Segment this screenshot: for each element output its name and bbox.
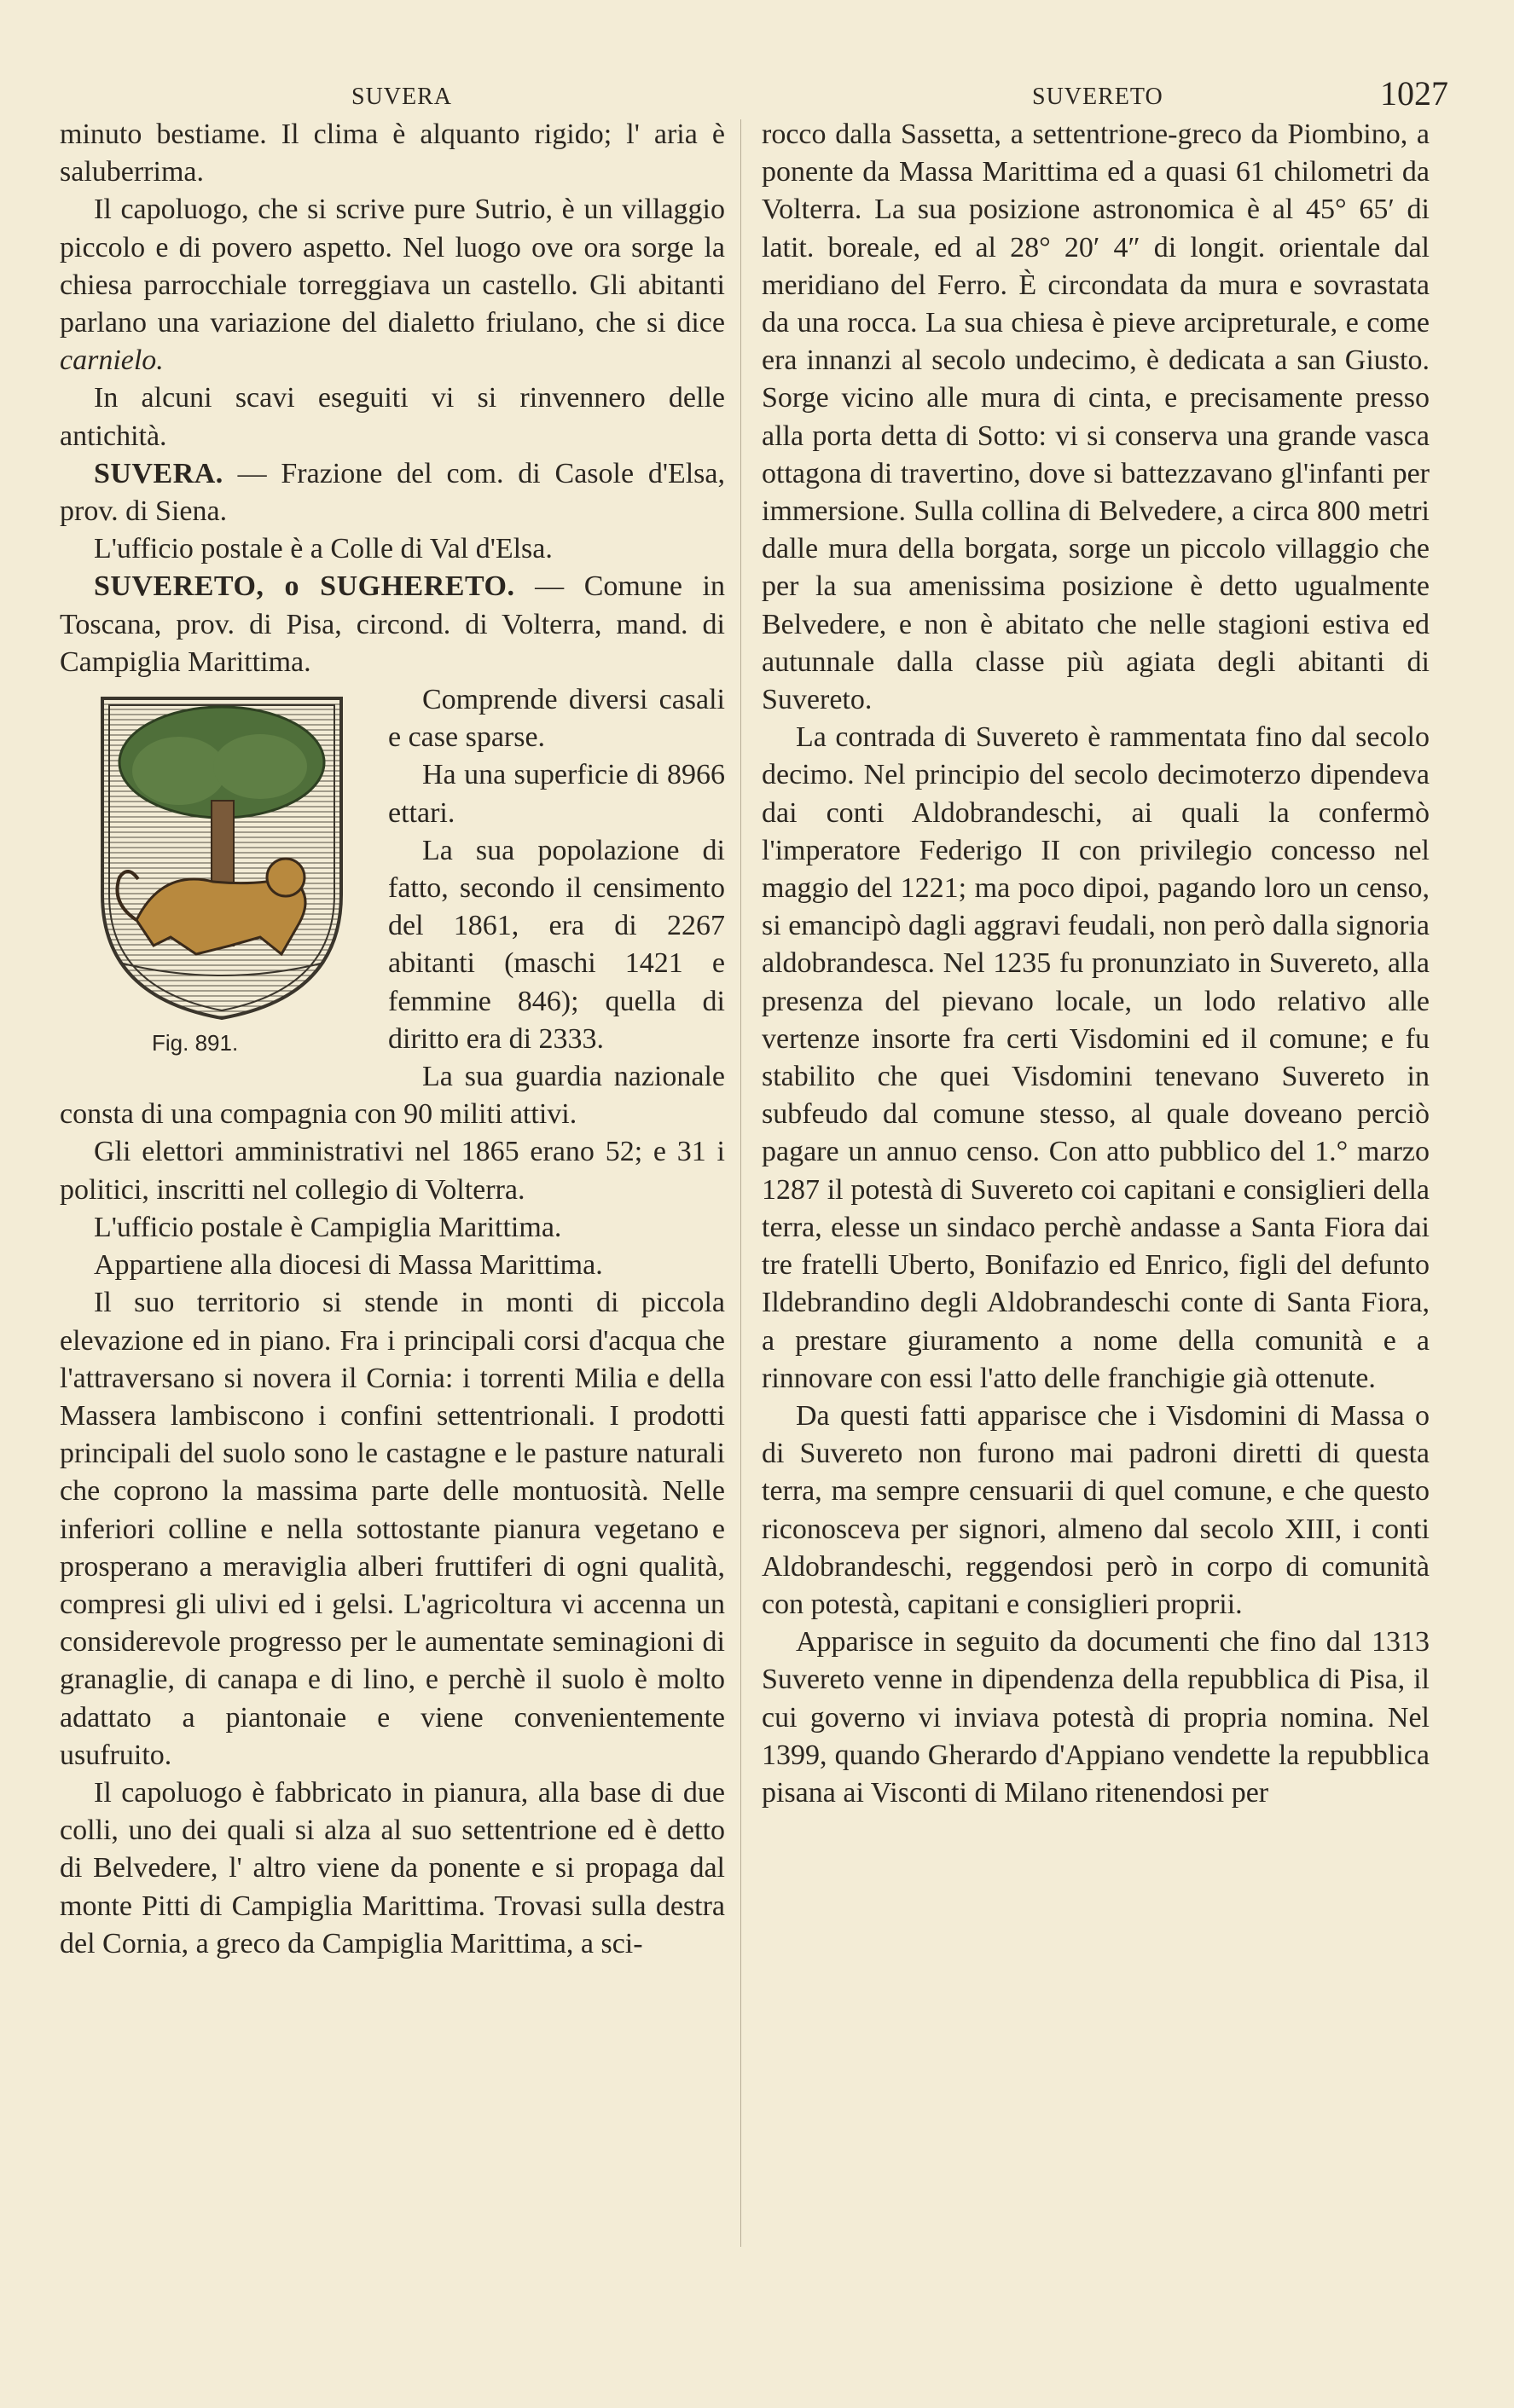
paragraph: Gli elettori amministrativi nel 1865 erano 52; e 31 i politici, inscritti nel collegio di Volterra. xyxy=(60,1136,725,1206)
paragraph: La sua popolazione di fatto, secondo il censimento del 1861, era di 2267 abitanti (maschi 1421 e femmine 846); quella di diritto era di 2333. xyxy=(388,834,725,1055)
entry-suvereto: SUVERETO, o SUGHERETO. — Comune in Toscana, prov. di Pisa, circond. di Volterra, mand. di Campiglia Marittima. xyxy=(60,570,725,678)
paragraph: Da questi fatti apparisce che i Visdomini di Massa o di Suvereto non furono mai padroni diretti di questa terra, ma sempre censuarii di quel comune, e che questo riconosceva per signori, almeno dal secolo XIII, i conti Aldobrandeschi, reggendosi però in corpo di comunità con potestà, capitani e consiglieri proprii. xyxy=(762,1399,1430,1620)
paragraph: L'ufficio postale è Campiglia Marittima. xyxy=(94,1211,562,1243)
column-divider xyxy=(740,119,741,2247)
entry-headword: SUVERETO, o SUGHERETO. xyxy=(94,570,515,603)
paragraph: Appartiene alla diocesi di Massa Marittima. xyxy=(94,1249,603,1282)
paragraph: In alcuni scavi eseguiti vi si rinvennero delle antichità. xyxy=(60,382,725,452)
paragraph: La sua guardia nazionale consta di una compagnia con 90 militi attivi. xyxy=(60,1061,725,1131)
paragraph: L'ufficio postale è a Colle di Val d'Elsa. xyxy=(94,533,553,565)
paragraph: Ha una superficie di 8966 ettari. xyxy=(388,759,725,829)
entry-headword: SUVERA. xyxy=(94,457,223,489)
figure-caption: Fig. 891. xyxy=(152,1030,239,1056)
running-header-right: SUVERETO xyxy=(1032,84,1163,110)
coat-of-arms-figure xyxy=(60,681,371,1070)
right-column xyxy=(762,116,1430,1812)
left-column xyxy=(60,116,725,1963)
paragraph: Comprende diversi casali e case sparse. xyxy=(388,684,725,754)
paragraph: Il capoluogo è fabbricato in pianura, alla base di due colli, uno dei quali si alza al suo settentrione ed è detto di Belvedere, l' altro viene da ponente e si propaga dal monte Pitti di Campiglia Marittima. Trovasi sulla destra del Cornia, a greco da Campiglia Marittima, a sci- xyxy=(60,1776,725,1959)
page-number: 1027 xyxy=(1380,74,1448,113)
running-header-left: SUVERA xyxy=(351,84,453,110)
paragraph: Il capoluogo, che si scrive pure Sutrio, è un villaggio piccolo e di povero aspetto. Nel luogo ove ora sorge la chiesa parrocchiale torreggiava un castello. Gli abitanti parlano una variazione del dialetto friulano, che si dice carnielo. xyxy=(60,194,725,377)
coat-of-arms-image xyxy=(85,681,358,1022)
paragraph: La contrada di Suvereto è rammentata fino dal secolo decimo. Nel principio del secolo decimoterzo dipendeva dai conti Aldobrandeschi, ai quali la confermò l'imperatore Federigo II con privilegio concesso nel maggio del 1221; ma poco dipoi, pagando loro un censo, si emancipò dagli aggravi feudali, non però dalla signoria aldobrandesca. Nel 1235 fu pronunziato in Suvereto, alla presenza del pievano locale, un lodo relativo alle vertenze insorte fra certi Visdomini ed il comune; e fu stabilito che quei Visdomini tenevano Suvereto in subfeudo dal comune stesso, al quale doveano perciò pagare un annuo censo. Con atto pubblico del 1.° marzo 1287 il potestà di Suvereto coi capitani e consiglieri della terra, elesse un sindaco perchè andasse a Santa Fiora dai tre fratelli Uberto, Bonifazio ed Enrico, figli del defunto Ildebrandino degli Aldobrandeschi conte di Santa Fiora, a prestare giuramento a nome della comunità e a rinnovare con essi l'atto delle franchigie già ottenute. xyxy=(762,721,1430,1394)
paragraph: Apparisce in seguito da documenti che fino dal 1313 Suvereto venne in dipendenza della repubblica di Pisa, il cui governo vi inviava potestà di propria nomina. Nel 1399, quando Gherardo d'Appiano vendette la repubblica pisana ai Visconti di Milano ritenendosi per xyxy=(762,1626,1430,1809)
paragraph: minuto bestiame. Il clima è alquanto rigido; l' aria è saluberrima. xyxy=(60,119,725,188)
paragraph: Il suo territorio si stende in monti di piccola elevazione ed in piano. Fra i principali corsi d'acqua che l'attraversano si novera il Cornia: i torrenti Milia e della Massera lambiscono i confini settentrionali. I prodotti principali del suolo sono le castagne e le pasture naturali che coprono la massima parte delle montuosità. Nelle inferiori colline e nella sottostante pianura vegetano e prosperano a meraviglia alberi fruttiferi di ogni qualità, compresi gli ulivi ed i gelsi. L'agricoltura vi accenna un considerevole progresso per le aumentate seminagioni di granaglie, di canapa e di lino, e perchè il suolo è molto adattato a piantonaie e viene convenientemente usufruito. xyxy=(60,1287,725,1771)
entry-suvera: SUVERA. — Frazione del com. di Casole d'Elsa, prov. di Siena. xyxy=(60,457,725,528)
italic-term: carnielo. xyxy=(60,344,164,377)
paragraph: rocco dalla Sassetta, a settentrione-greco da Piombino, a ponente da Massa Marittima ed a quasi 61 chilometri da Volterra. La sua posizione astronomica è al 45° 65′ di latit. boreale, ed al 28° 20′ 4″ di longit. orientale dal meridiano del Ferro. È circondata da mura e sovrastata da una rocca. La sua chiesa è pieve arcipreturale, e come era innanzi al secolo undecimo, è dedicata a san Giusto. Sorge vicino alle mura di cinta, e precisamente presso alla porta detta di Sotto: vi si conserva una grande vasca ottagona di travertino, dove si battezzavano gl'infanti per immersione. Sulla collina di Belvedere, a circa 800 metri dalle mura della borgata, sorge un piccolo villaggio che per la sua amenissima posizione è detto ugualmente Belvedere, e non è abitato che nelle stagioni estiva ed autunnale dalla classe più agiata degli abitanti di Suvereto. xyxy=(762,119,1430,716)
